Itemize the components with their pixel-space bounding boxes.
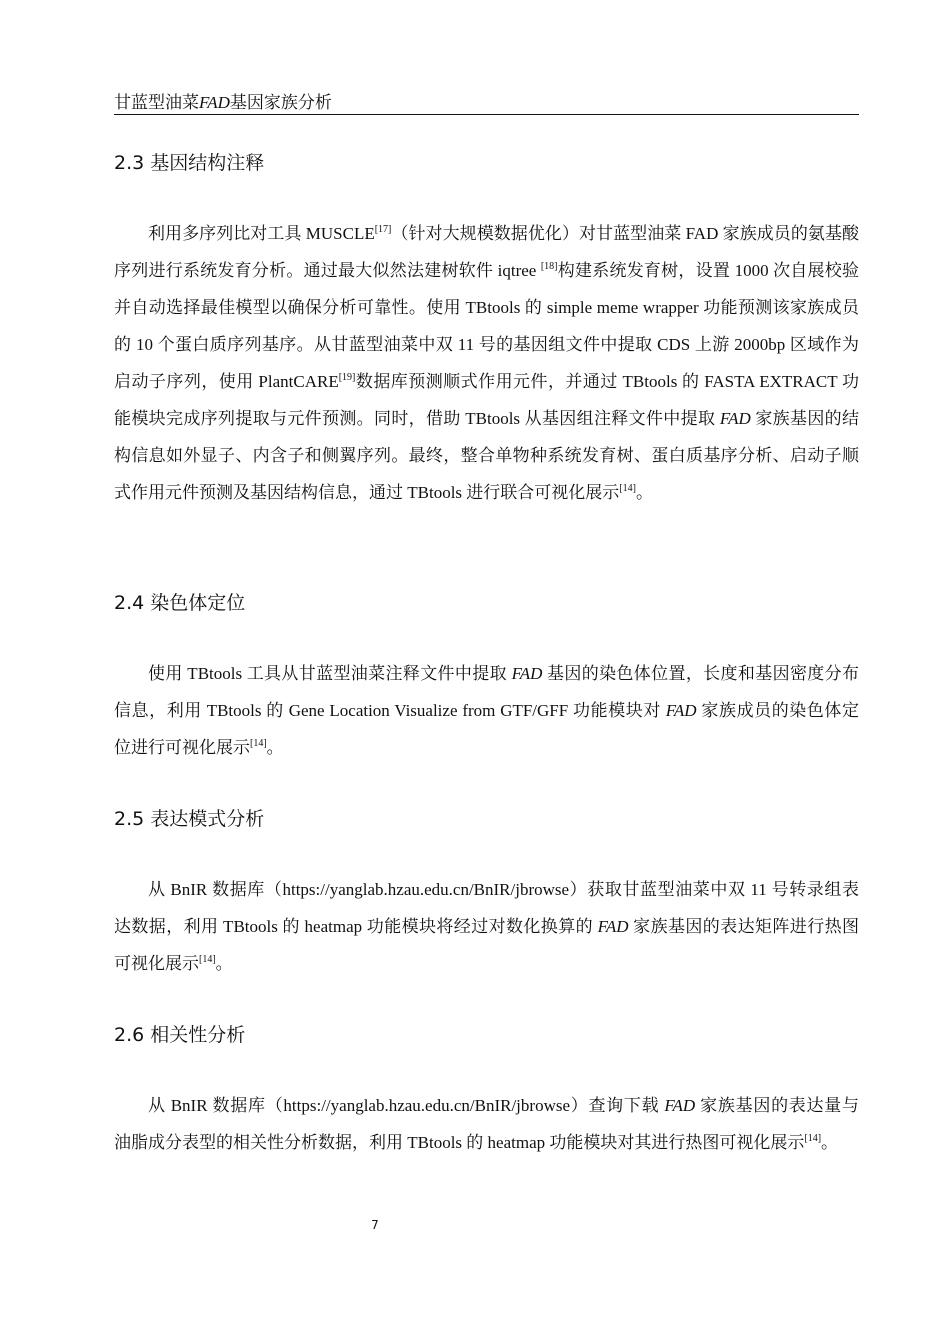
section-heading-2-3: 2.3 基因结构注释 <box>114 152 265 174</box>
gene-name-italic: FAD <box>665 701 697 720</box>
paragraph-text: 。 <box>635 483 653 502</box>
gene-name-italic: FAD <box>664 1096 696 1115</box>
paragraph-text: 家族基因的表达量与油脂成分表型的相关性分析数据，利用 TBtools 的 heatmap 功能模块对其进行热图可视化展示 <box>114 1096 859 1152</box>
paragraph-text: 家族成员的染色体定位进行可视化展示 <box>114 701 860 757</box>
citation-ref: [14] <box>804 1133 822 1144</box>
paragraph-text: 构建系统发育树，设置 1000 次自展校验并自动选择最佳模型以确保分析可靠性。使用 TBtools 的 simple meme wrapper 功能预测该家族成员的 10 个蛋白质序列基序。从甘蓝型油菜中双 11 号的基因组文件中提取 CDS 上游 2000bp 区域作为启动子序列，使用 PlantCARE <box>114 261 860 391</box>
citation-ref: [14] <box>619 483 636 494</box>
section-paragraph-2-6 <box>114 1087 859 1161</box>
citation-ref: [18] <box>540 261 558 272</box>
page-number: 7 <box>371 1218 379 1232</box>
paragraph-text: 。 <box>821 1133 839 1152</box>
paragraph-text: 从 BnIR 数据库（https://yanglab.hzau.edu.cn/BnIR/jbrowse）查询下载 <box>148 1096 665 1115</box>
section-heading-2-4: 2.4 染色体定位 <box>114 592 246 614</box>
section-paragraph-2-4 <box>114 655 859 766</box>
section-paragraph-2-3 <box>114 215 859 511</box>
header-text-pre: 甘蓝型油菜 <box>114 93 199 112</box>
section-paragraph-2-5 <box>114 871 859 982</box>
section-heading-2-6: 2.6 相关性分析 <box>114 1024 246 1046</box>
paragraph-text: 。 <box>215 954 233 973</box>
gene-name-italic: FAD <box>719 409 751 428</box>
paragraph-text: 利用多序列比对工具 MUSCLE <box>148 224 375 243</box>
paragraph-text: 。 <box>266 738 284 757</box>
running-header <box>114 92 859 115</box>
gene-name-italic: FAD <box>511 664 543 683</box>
citation-ref: [14] <box>250 738 267 749</box>
citation-ref: [17] <box>374 224 392 235</box>
paragraph-text: 数据库预测顺式作用元件，并通过 TBtools 的 FASTA EXTRACT 功能模块完成序列提取与元件预测。同时，借助 TBtools 从基因组注释文件中提取 <box>114 372 859 428</box>
header-text-italic: FAD <box>199 93 230 112</box>
header-text-post: 基因家族分析 <box>229 93 332 112</box>
paragraph-text: （针对大规模数据优化）对甘蓝型油菜 FAD 家族成员的氨基酸序列进行系统发育分析。通过最大似然法建树软件 iqtree <box>114 224 859 280</box>
paragraph-text: 基因的染色体位置，长度和基因密度分布信息，利用 TBtools 的 Gene Location Visualize from GTF/GFF 功能模块对 <box>114 664 859 720</box>
paragraph-text: 从 BnIR 数据库（https://yanglab.hzau.edu.cn/BnIR/jbrowse）获取甘蓝型油菜中双 11 号转录组表达数据，利用 TBtools 的 heatmap 功能模块将经过对数化换算的 <box>114 880 859 936</box>
citation-ref: [19] <box>338 372 356 383</box>
section-heading-2-5: 2.5 表达模式分析 <box>114 808 265 830</box>
paragraph-text: 家族基因的结构信息如外显子、内含子和侧翼序列。最终，整合单物种系统发育树、蛋白质基序分析、启动子顺式作用元件预测及基因结构信息，通过 TBtools 进行联合可视化展示 <box>114 409 860 502</box>
citation-ref: [14] <box>199 954 216 965</box>
gene-name-italic: FAD <box>597 917 629 936</box>
paragraph-text: 家族基因的表达矩阵进行热图可视化展示 <box>114 917 860 973</box>
paragraph-text: 使用 TBtools 工具从甘蓝型油菜注释文件中提取 <box>148 664 512 683</box>
